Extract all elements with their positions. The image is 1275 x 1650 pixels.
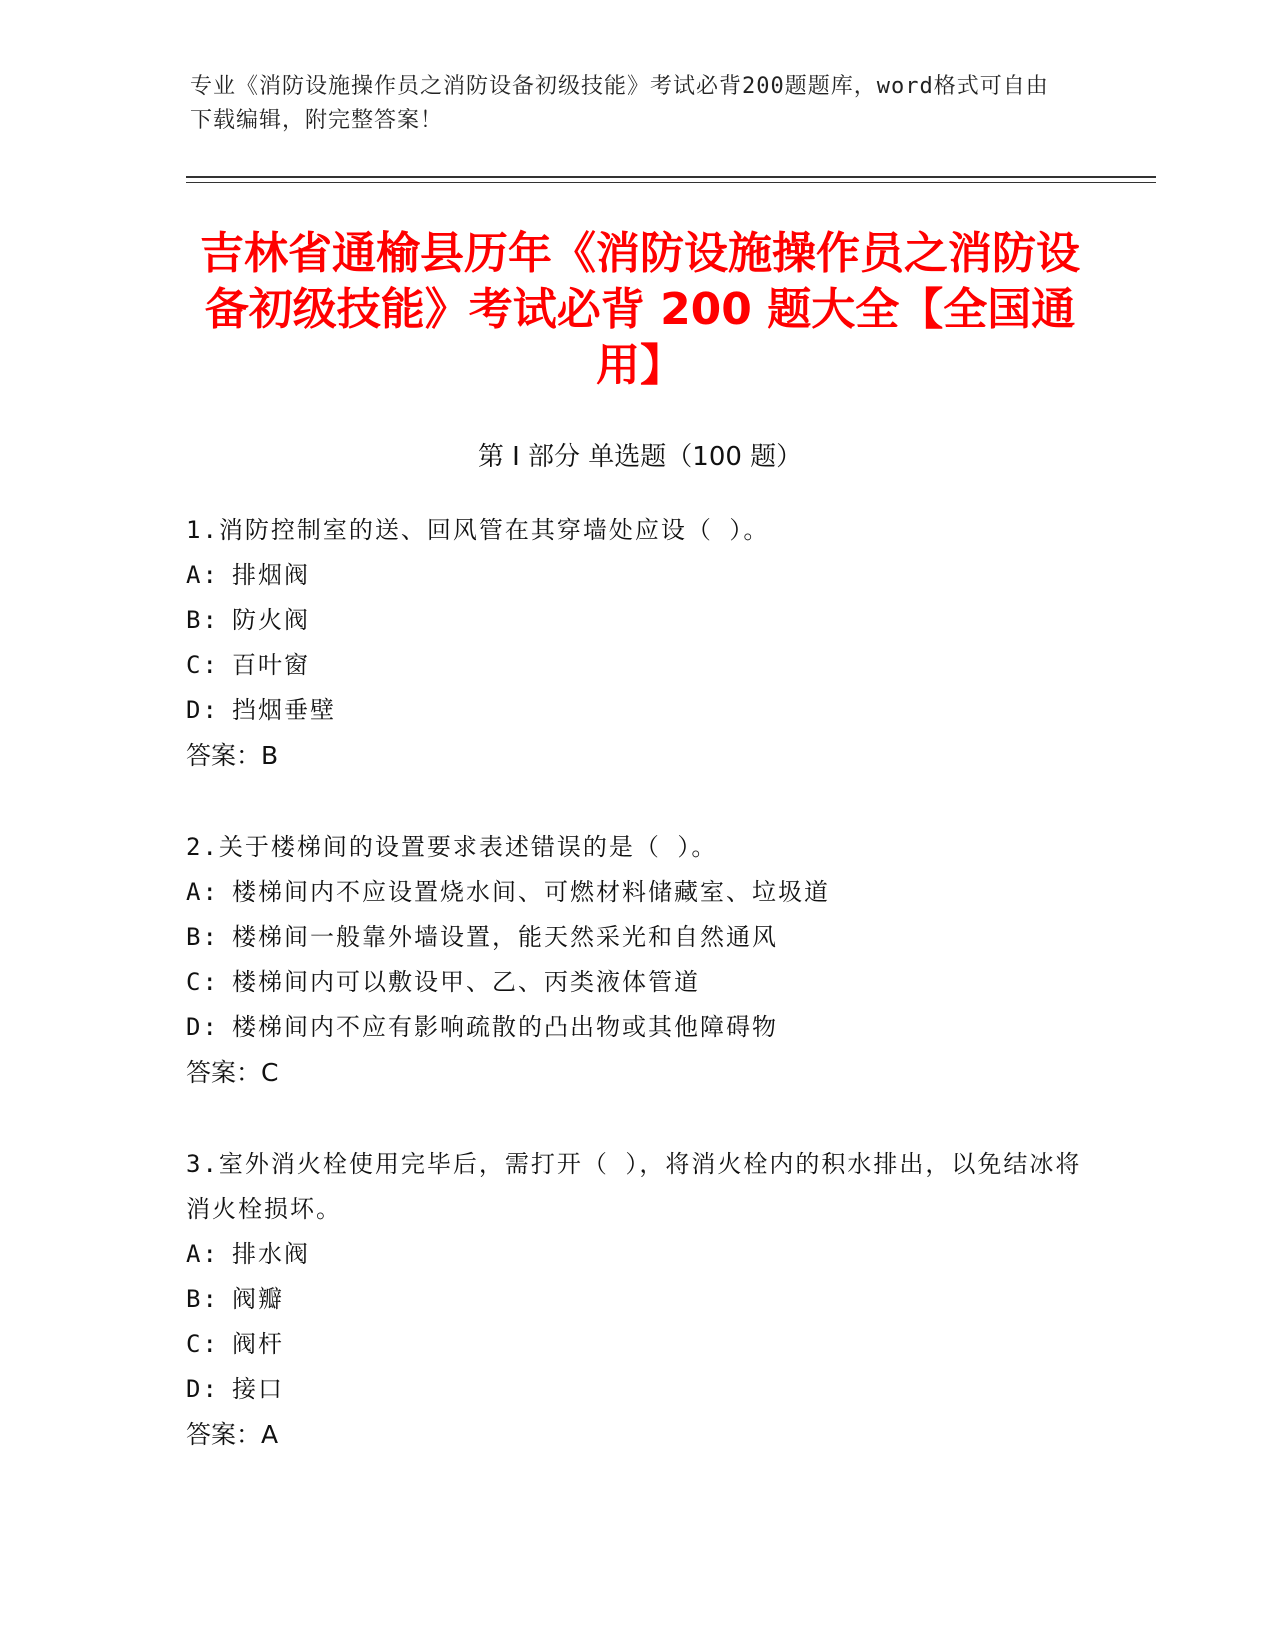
option-b (186, 915, 1086, 960)
option-text: 楼梯间一般靠外墙设置，能天然采光和自然通风 (232, 923, 778, 951)
option-text: 楼梯间内可以敷设甲、乙、丙类液体管道 (232, 968, 700, 996)
option-text: 百叶窗 (232, 651, 310, 679)
option-letter: A: (186, 561, 219, 589)
option-letter: D: (186, 1375, 219, 1403)
option-d (186, 1367, 1086, 1412)
option-letter: B: (186, 606, 219, 634)
option-letter: D: (186, 696, 219, 724)
option-a (186, 870, 1086, 915)
header-divider-thin (186, 182, 1156, 183)
option-a (186, 553, 1086, 598)
option-b (186, 598, 1086, 643)
option-letter: A: (186, 878, 219, 906)
option-text: 阀杆 (232, 1330, 284, 1358)
option-letter: C: (186, 968, 219, 996)
option-text: 排水阀 (232, 1240, 310, 1268)
option-d (186, 688, 1086, 733)
option-letter: D: (186, 1013, 219, 1041)
option-letter: B: (186, 923, 219, 951)
option-text: 防火阀 (232, 606, 310, 634)
option-letter: C: (186, 1330, 219, 1358)
option-letter: B: (186, 1285, 219, 1313)
question-1 (186, 508, 1086, 778)
option-letter: A: (186, 1240, 219, 1268)
option-text: 楼梯间内不应有影响疏散的凸出物或其他障碍物 (232, 1013, 778, 1041)
header-note: 专业《消防设施操作员之消防设备初级技能》考试必背200题题库，word格式可自由下载编辑，附完整答案！ (190, 74, 1049, 133)
header-divider-thick (186, 176, 1156, 178)
answer: 答案：A (186, 1420, 279, 1449)
option-c (186, 1322, 1086, 1367)
answer: 答案：B (186, 741, 279, 770)
question-stem: 2.关于楼梯间的设置要求表述错误的是（ ）。 (186, 833, 718, 861)
option-b (186, 1277, 1086, 1322)
option-letter: C: (186, 651, 219, 679)
option-text: 排烟阀 (232, 561, 310, 589)
question-stem: 3.室外消火栓使用完毕后，需打开（ ），将消火栓内的积水排出，以免结冰将消火栓损坏。 (186, 1150, 1082, 1223)
option-c (186, 960, 1086, 1005)
question-stem: 1.消防控制室的送、回风管在其穿墙处应设（ ）。 (186, 516, 770, 544)
option-text: 楼梯间内不应设置烧水间、可燃材料储藏室、垃圾道 (232, 878, 830, 906)
option-a (186, 1232, 1086, 1277)
question-3 (186, 1142, 1086, 1457)
document-title: 吉林省通榆县历年《消防设施操作员之消防设备初级技能》考试必背 200 题大全【全国通用】 (200, 228, 1080, 391)
option-c (186, 643, 1086, 688)
question-2 (186, 825, 1086, 1095)
answer: 答案：C (186, 1058, 279, 1087)
option-text: 阀瓣 (232, 1285, 284, 1313)
section-heading: 第 I 部分 单选题（100 题） (477, 442, 803, 472)
option-text: 接口 (232, 1375, 284, 1403)
option-d (186, 1005, 1086, 1050)
option-text: 挡烟垂壁 (232, 696, 336, 724)
